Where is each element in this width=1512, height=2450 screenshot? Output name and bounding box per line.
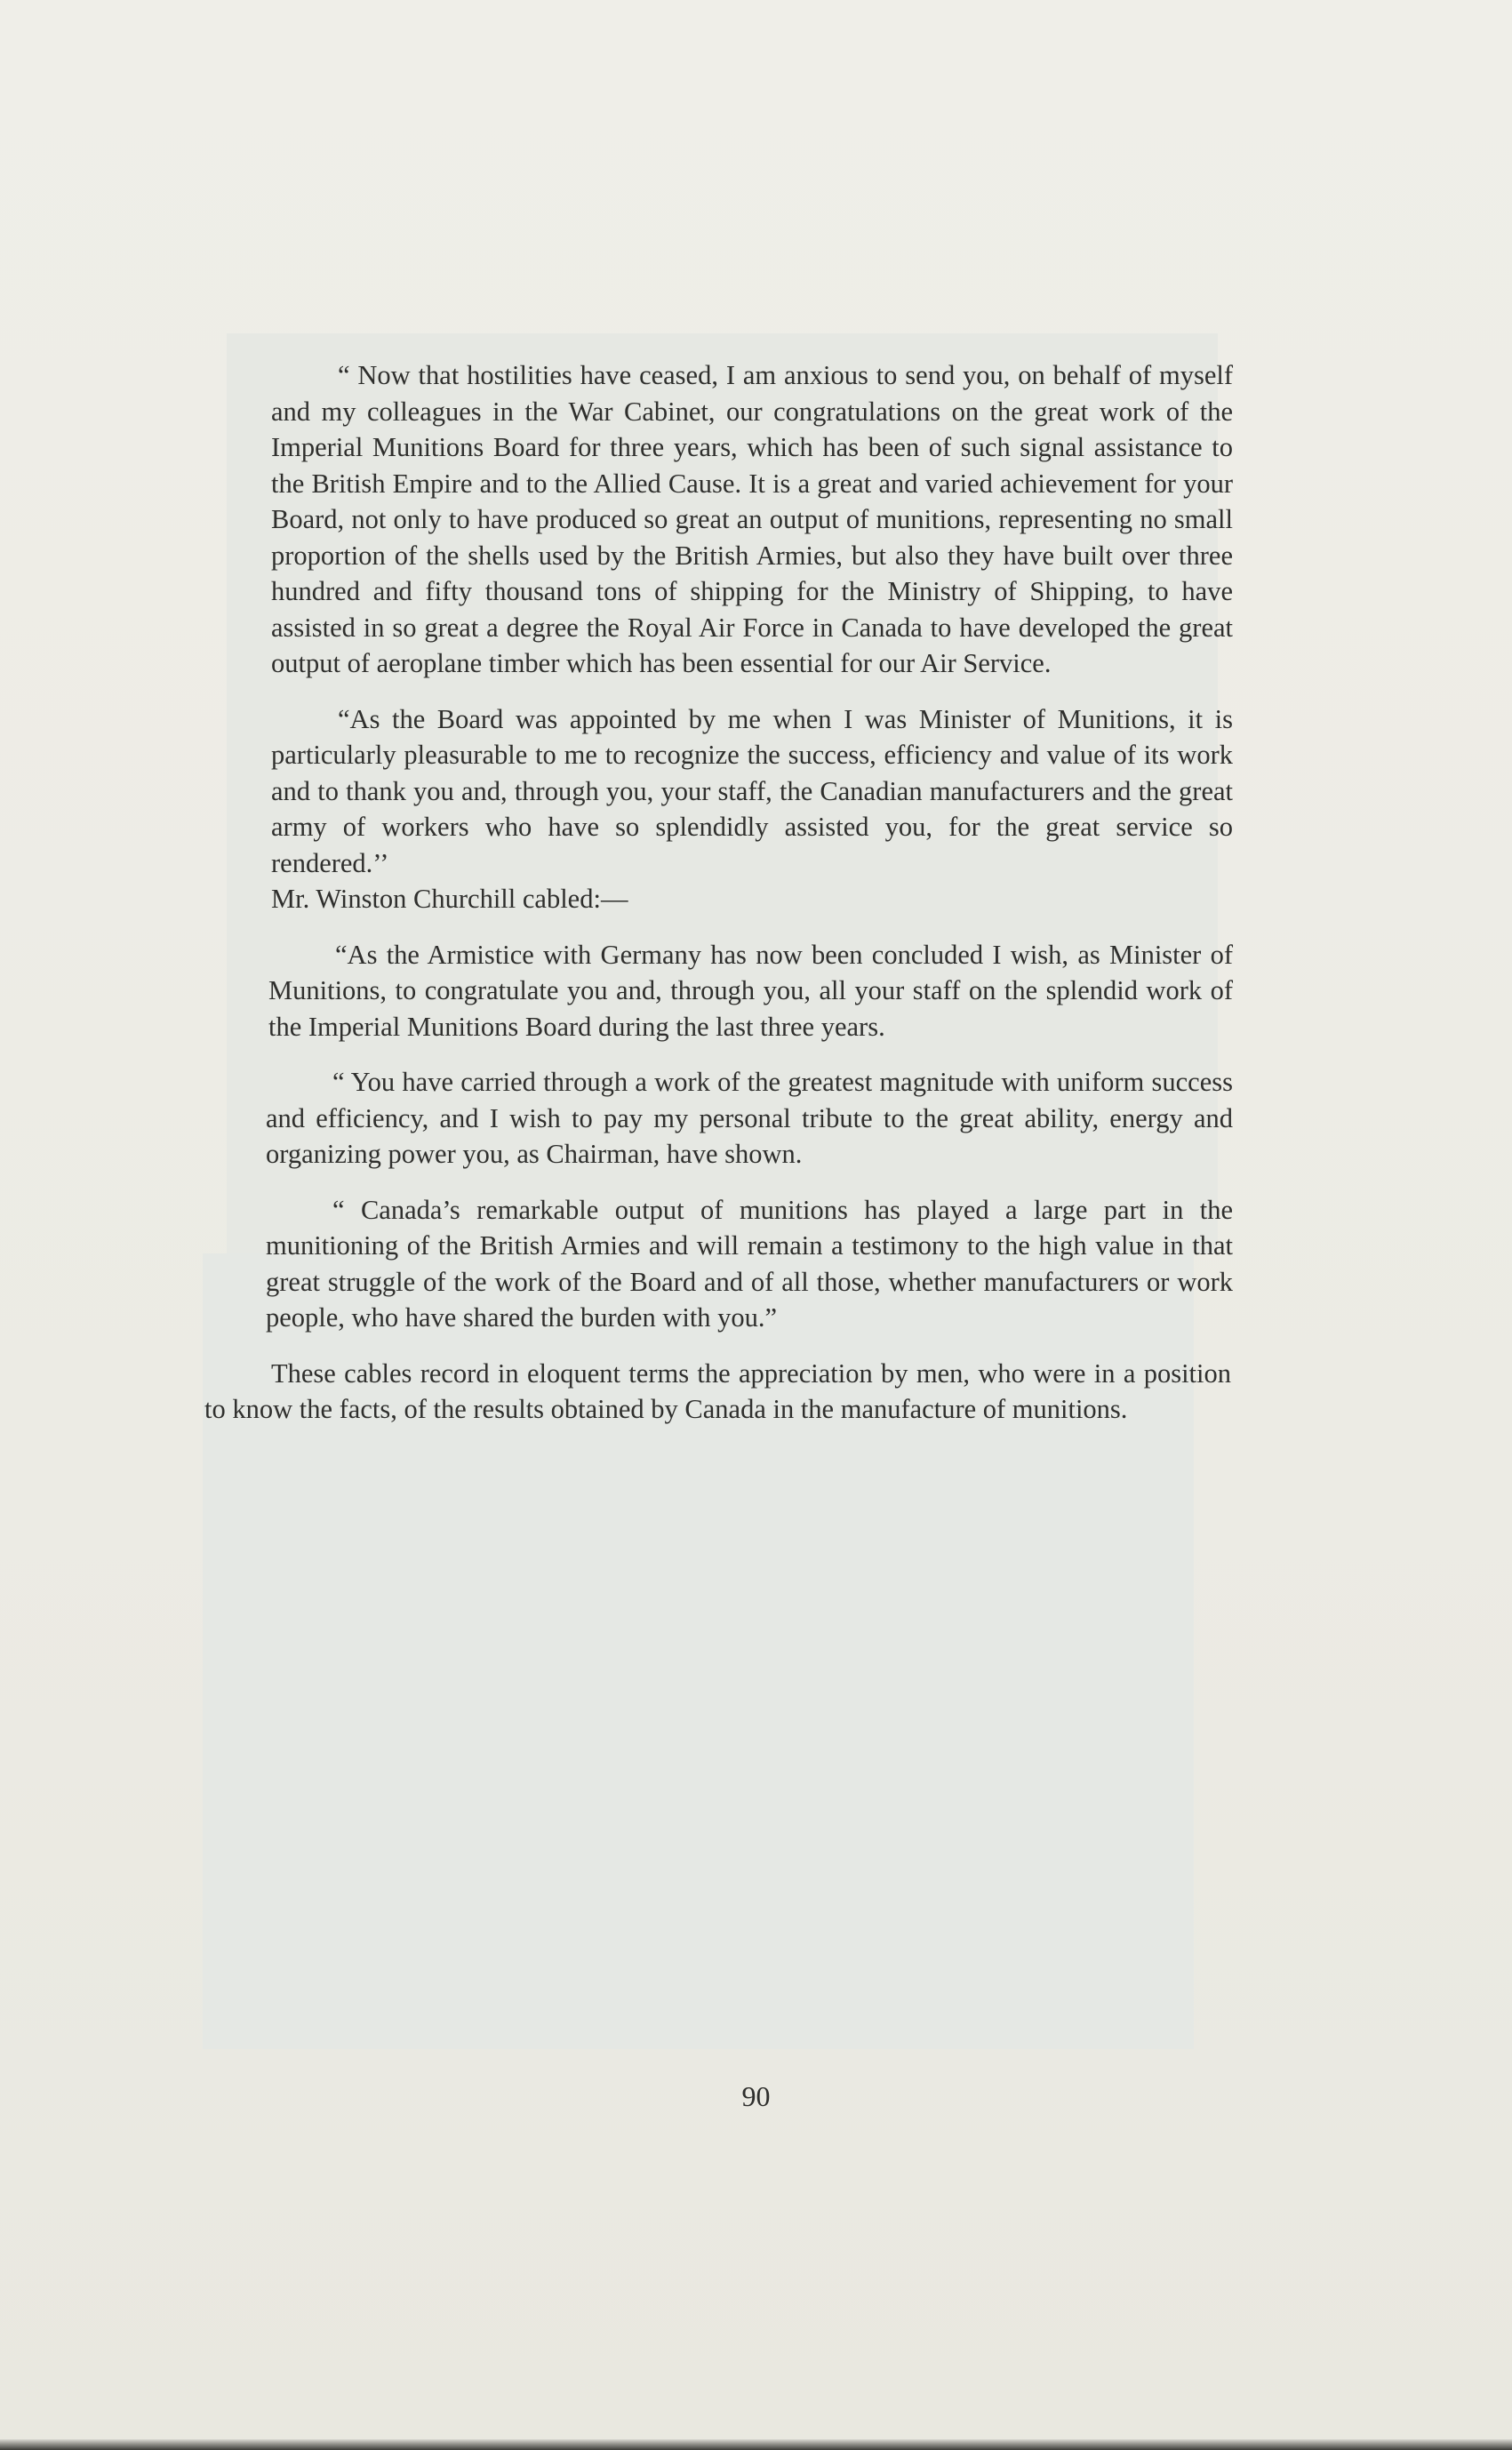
page-bottom-edge [0,2439,1512,2450]
paragraph-churchill-2: “ You have carried through a work of the greatest magnitude with uniform success and efficiency, and I wish to pay my personal tribute to the great ability, energy and organizing power you, as Chairman, have shown. [266,1067,1233,1169]
paragraph-churchill-1: “As the Armistice with Germany has now been concluded I wish, as Minister of Munitions, to congratulate you and, through you, all your staff on the splendid work of the Imperial Munitions Board during the last three years. [268,939,1233,1042]
paragraph-closing: These cables record in eloquent terms the appreciation by men, who were in a position to know the facts, of the results obtained by Canada in the manufacture of munitions. [204,1357,1231,1424]
paragraph-lloyd-george-2-text: “As the Board was appointed by me when I was Minister of Munitions, it is particularly pleasurable to me to recognize the success, efficiency and value of its work and to thank you and, through you, your staff, the Canadian manufacturers and the great army of workers who have so splendidly assisted you, for the great service so rendered.’’ [271,703,1233,878]
paragraph-churchill-3: “ Canada’s remarkable output of munitions has played a large part in the munitioning of the British Armies and will remain a testimony to the high value in that great struggle of the work of the Board and of all those, whether manufacturers or work people, who have shared the burden with you.” [266,1194,1233,1333]
page-number: 90 [741,2080,771,2112]
paragraph-lloyd-george-1: “ Now that hostilities have ceased, I am anxious to send you, on behalf of myself and my colleagues in the War Cabinet, our congratulations on the great work of the Imperial Munitions Board for three years, which has been of such signal assistance to the British Empire and to the Allied Cause. It is a great and varied achievement for your Board, not only to have produced so great an output of munitions, representing no small proportion of the shells used by the British Armies, but also they have built over three hundred and fifty thousand tons of shipping for the Ministry of Shipping, to have assisted in so great a degree the Royal Air Force in Canada to have developed the great output of aeroplane timber which has been essential for our Air Service. [271,360,1233,678]
churchill-intro-line: Mr. Winston Churchill cabled:— [271,884,628,914]
body-text [204,357,1233,1428]
paragraph-lloyd-george-2 [271,701,1233,917]
